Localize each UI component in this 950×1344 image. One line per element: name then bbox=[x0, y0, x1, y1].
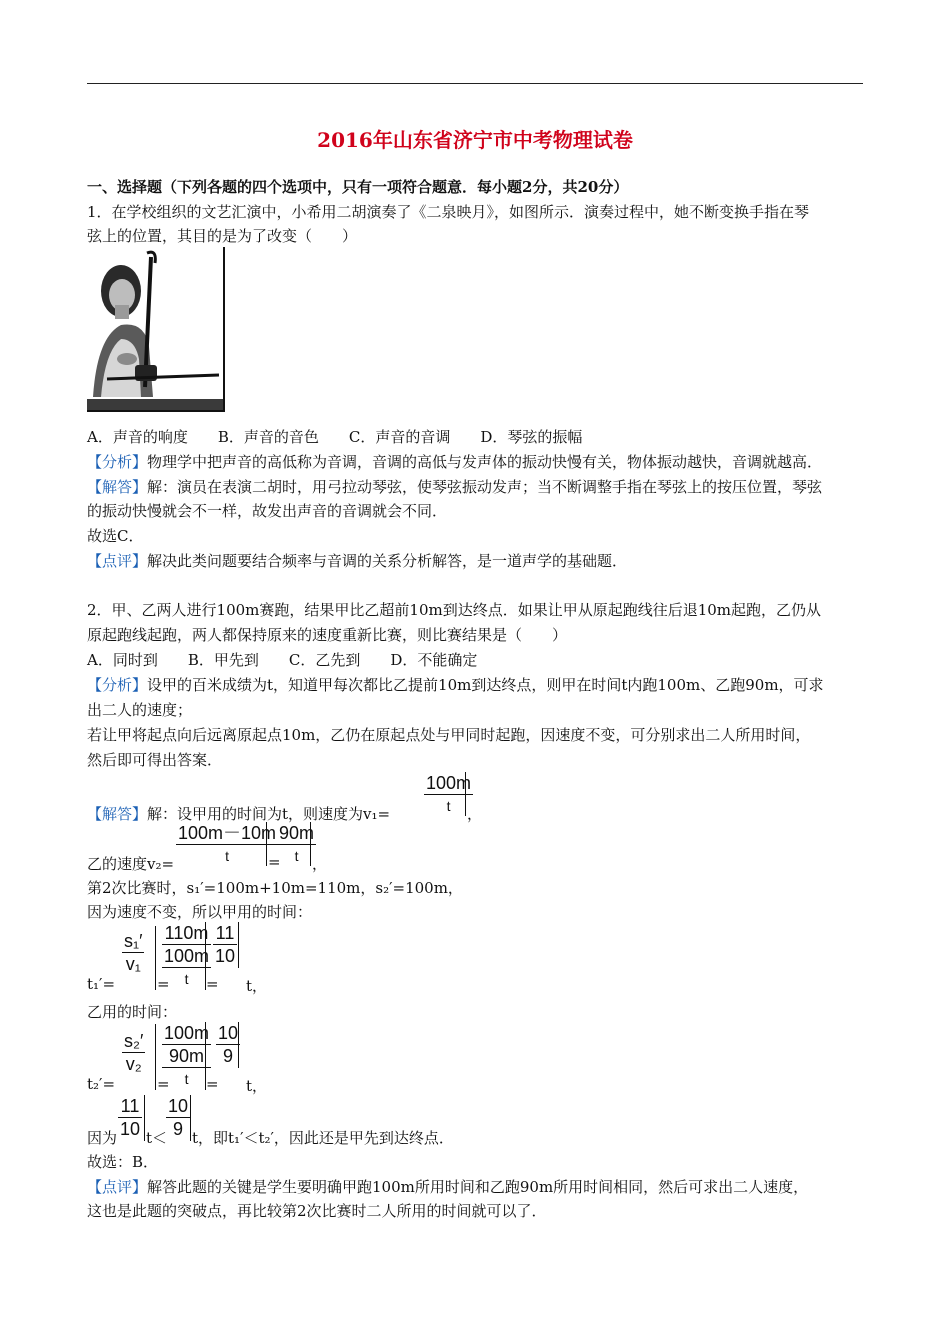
q1-comment-text: 解决此类问题要结合频率与音调的关系分析解答，是一道声学的基础题． bbox=[147, 552, 628, 570]
q2-answer-v1-text: 解：设甲用的时间为t，则速度为v₁= bbox=[147, 805, 391, 823]
q1-analysis-text: 物理学中把声音的高低称为音调，音调的高低与发声体的振动快慢有关，物体振动越快，音调就越高． bbox=[147, 453, 823, 471]
q2-analysis-line2: 出二人的速度； bbox=[87, 701, 193, 719]
erhu-photo-illustration bbox=[87, 247, 223, 410]
fraction-110m-100m-over-t bbox=[162, 922, 211, 990]
numerator: 90m bbox=[279, 823, 315, 843]
equals: = bbox=[206, 975, 219, 993]
denominator: v₁ bbox=[125, 954, 141, 974]
denominator: t bbox=[225, 848, 229, 864]
numerator: 100m bbox=[426, 773, 472, 793]
equals: = bbox=[157, 1075, 170, 1093]
equals: = bbox=[157, 975, 170, 993]
q2-analysis-line4: 然后即可得出答案． bbox=[87, 751, 223, 769]
numerator: 11 bbox=[215, 923, 235, 943]
t2-label: t₂′= bbox=[87, 1075, 116, 1093]
fraction-100m-10m-over-t bbox=[176, 822, 278, 867]
denominator: t bbox=[184, 1071, 189, 1087]
denominator: t bbox=[294, 848, 299, 864]
q2-jia-time-intro: 因为速度不变，所以甲用的时间： bbox=[87, 903, 313, 921]
q2-comment-line1 bbox=[87, 1176, 808, 1197]
erhu-performer-photo bbox=[87, 247, 225, 412]
fraction-11-over-10 bbox=[213, 922, 237, 967]
denominator: 10 bbox=[120, 1119, 141, 1139]
denominator: 9 bbox=[223, 1046, 234, 1066]
equals: = bbox=[206, 1075, 219, 1093]
q1-answer-line2: 的振动快慢就会不一样，故发出声音的音调就会不同． bbox=[87, 502, 448, 520]
q1-comment bbox=[87, 550, 627, 571]
q1-stem-line2: 弦上的位置，其目的是为了改变（ ） bbox=[87, 227, 358, 245]
because-mid: t＜ bbox=[146, 1129, 168, 1147]
numerator: 10 bbox=[218, 1023, 239, 1043]
analysis-tag: 【分析】 bbox=[87, 453, 148, 471]
numerator: 100m bbox=[164, 1023, 210, 1043]
inner-denominator: 90m bbox=[169, 1046, 205, 1066]
answer-tag: 【解答】 bbox=[87, 805, 148, 823]
denominator: 10 bbox=[215, 946, 236, 966]
fraction-10-over-9 bbox=[216, 1022, 240, 1067]
q2-analysis-line1 bbox=[87, 674, 824, 695]
because-tail: t，即t₁′＜t₂′，因此还是甲先到达终点． bbox=[192, 1129, 454, 1147]
q1-answer-line1 bbox=[87, 476, 822, 497]
numerator: 10 bbox=[168, 1096, 189, 1116]
t-tail: t， bbox=[246, 1077, 268, 1095]
q2-answer-v1 bbox=[87, 803, 390, 824]
q2-second-race: 第2次比赛时，s₁′=100m+10m=110m，s₂′=100m， bbox=[87, 879, 463, 897]
equals: = bbox=[268, 853, 281, 871]
q2-analysis-line3: 若让甲将起点向后远离原起点10m，乙仍在原起点处与甲同时起跑，因速度不变，可分别求出二人所用时间， bbox=[87, 726, 811, 744]
q2-comment-line2: 这也是此题的突破点，再比较第2次比赛时二人所用的时间就可以了． bbox=[87, 1202, 547, 1220]
fraction-11-over-10 bbox=[118, 1095, 142, 1140]
q1-options: A．声音的响度 B．声音的音色 C．声音的音调 D．琴弦的振幅 bbox=[87, 428, 583, 446]
fraction-s1-over-v1 bbox=[122, 930, 144, 975]
comma: ， bbox=[312, 855, 328, 873]
denominator: 9 bbox=[173, 1119, 184, 1139]
q1-analysis bbox=[87, 451, 822, 472]
because-prefix: 因为 bbox=[87, 1129, 118, 1147]
fraction-100m-90m-over-t bbox=[162, 1022, 211, 1090]
page-title: 2016年山东省济宁市中考物理试卷 bbox=[317, 128, 633, 152]
numerator: s₁′ bbox=[124, 931, 143, 951]
denominator: v₂ bbox=[125, 1054, 142, 1074]
numerator: 110m bbox=[164, 923, 209, 943]
numerator: s₂′ bbox=[124, 1031, 144, 1051]
q1-choice: 故选C． bbox=[87, 527, 144, 545]
t-tail: t， bbox=[246, 977, 268, 995]
q2-stem-line2: 原起跑线起跑，两人都保持原来的速度重新比赛，则比赛结果是（ ） bbox=[87, 626, 568, 644]
q2-analysis-text: 设甲的百米成绩为t，知道甲每次都比乙提前10m到达终点，则甲在时间t内跑100m、乙跑90m，可求 bbox=[147, 676, 824, 694]
t1-label: t₁′= bbox=[87, 975, 116, 993]
comment-tag: 【点评】 bbox=[87, 1178, 148, 1196]
inner-denominator: 100m bbox=[164, 946, 210, 966]
q2-stem-line1: 2．甲、乙两人进行100m赛跑，结果甲比乙超前10m到达终点．如果让甲从原起跑线往后退10m起跑，乙仍从 bbox=[87, 601, 822, 619]
analysis-tag: 【分析】 bbox=[87, 676, 148, 694]
q2-v2-label: 乙的速度v₂= bbox=[87, 855, 175, 873]
q2-choice: 故选：B． bbox=[87, 1153, 159, 1171]
q2-comment-text: 解答此题的关键是学生要明确甲跑100m所用时间和乙跑90m所用时间相同，然后可求出二人速度， bbox=[147, 1178, 809, 1196]
comment-tag: 【点评】 bbox=[87, 552, 148, 570]
denominator: t bbox=[446, 798, 451, 814]
fraction-s2-over-v2 bbox=[122, 1030, 145, 1075]
answer-tag: 【解答】 bbox=[87, 478, 148, 496]
numerator: 100m－10m bbox=[178, 823, 277, 843]
q1-stem-line1: 1．在学校组织的文艺汇演中，小希用二胡演奏了《二泉映月》，如图所示．演奏过程中，她不断变换手指在琴 bbox=[87, 203, 810, 221]
q2-options: A．同时到 B．甲先到 C．乙先到 D．不能确定 bbox=[87, 651, 478, 669]
denominator: t bbox=[184, 971, 189, 987]
comma: ， bbox=[467, 805, 483, 823]
section-heading: 一、选择题（下列各题的四个选项中，只有一项符合题意．每小题2分，共20分） bbox=[87, 178, 629, 196]
q1-answer-text: 解：演员在表演二胡时，用弓拉动琴弦，使琴弦振动发声；当不断调整手指在琴弦上的按压位置，琴弦 bbox=[147, 478, 823, 496]
fraction-10-over-9 bbox=[166, 1095, 190, 1140]
top-rule bbox=[87, 83, 863, 84]
q2-yi-time-intro: 乙用的时间： bbox=[87, 1003, 178, 1021]
numerator: 11 bbox=[120, 1096, 140, 1116]
